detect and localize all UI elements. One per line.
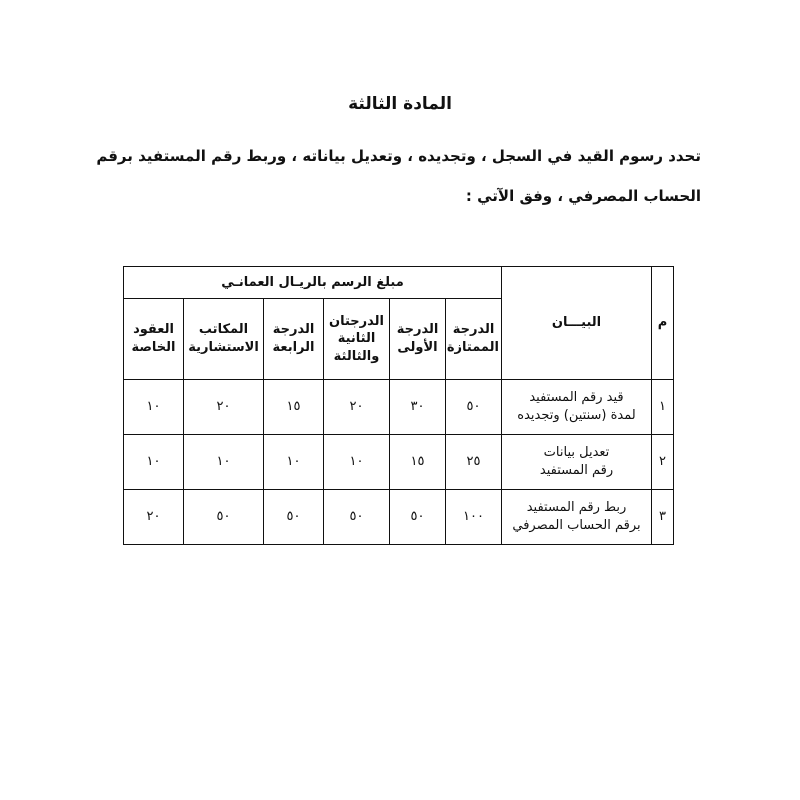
column-header-index: م <box>652 267 674 380</box>
fees-table <box>123 266 674 545</box>
intro-line-1: تحدد رسوم القيد في السجل ، وتجديده ، وتعديل بياناته ، وربط رقم المستفيد برقم <box>96 147 701 165</box>
grade-header-line: الرابعة <box>272 340 315 355</box>
row-description-line: قيد رقم المستفيد <box>529 390 624 406</box>
grade-header-excellent <box>446 299 502 380</box>
article-title: المادة الثالثة <box>348 94 452 114</box>
row-description-line: برقم الحساب المصرفي <box>512 518 641 533</box>
table-row <box>124 435 674 490</box>
row-index: ٣ <box>652 490 674 545</box>
fee-cell: ٢٠ <box>184 380 264 435</box>
fee-cell: ١٠ <box>324 435 390 490</box>
row-description-line: ربط رقم المستفيد <box>526 500 627 516</box>
grade-header-consulting-offices <box>184 299 264 380</box>
fee-cell: ٥٠ <box>324 490 390 545</box>
grade-header-fourth <box>264 299 324 380</box>
column-header-description: البيـــان <box>502 267 652 380</box>
grade-header-line: الخاصة <box>131 340 176 355</box>
grade-header-second-third <box>324 299 390 380</box>
grade-header-line: الدرجة <box>272 322 315 338</box>
grade-header-line: الدرجة <box>452 322 495 338</box>
fee-cell: ٢٥ <box>446 435 502 490</box>
fee-cell: ١٠ <box>184 435 264 490</box>
fee-cell: ١٠ <box>124 435 184 490</box>
fee-cell: ٢٠ <box>124 490 184 545</box>
table-row <box>124 490 674 545</box>
fee-cell: ١٥ <box>390 435 446 490</box>
fee-cell: ٥٠ <box>446 380 502 435</box>
grade-header-line: والثالثة <box>333 348 380 364</box>
grade-header-first <box>390 299 446 380</box>
row-description <box>502 490 652 545</box>
grade-header-line: الاستشارية <box>188 340 259 355</box>
row-description <box>502 435 652 490</box>
table-row <box>124 380 674 435</box>
fee-cell: ٣٠ <box>390 380 446 435</box>
intro-line-2: الحساب المصرفي ، وفق الآتي : <box>465 187 701 205</box>
row-description-line: لمدة (سنتين) وتجديده <box>517 408 636 423</box>
column-header-fee-amount: مبلغ الرسم بالريـال العمانـي <box>124 267 502 299</box>
fee-cell: ٥٠ <box>264 490 324 545</box>
grade-header-line: العقود <box>133 322 174 338</box>
row-index: ١ <box>652 380 674 435</box>
grade-header-line: الدرجة <box>396 322 439 338</box>
grade-header-line: الدرجتان <box>329 313 384 329</box>
grade-header-line: الأولى <box>397 340 438 355</box>
fee-cell: ١٠ <box>264 435 324 490</box>
grade-header-line: الثانية <box>337 331 376 347</box>
grade-header-line: الممتازة <box>446 340 499 355</box>
fee-cell: ١٠٠ <box>446 490 502 545</box>
grade-header-special-contracts <box>124 299 184 380</box>
fee-cell: ٥٠ <box>390 490 446 545</box>
grade-header-line: المكاتب <box>198 322 249 338</box>
fee-cell: ١٠ <box>124 380 184 435</box>
row-description <box>502 380 652 435</box>
row-index: ٢ <box>652 435 674 490</box>
row-description-line: رقم المستفيد <box>539 463 614 478</box>
row-description-line: تعديل بيانات <box>543 445 610 461</box>
fee-cell: ٥٠ <box>184 490 264 545</box>
fee-cell: ٢٠ <box>324 380 390 435</box>
fee-cell: ١٥ <box>264 380 324 435</box>
